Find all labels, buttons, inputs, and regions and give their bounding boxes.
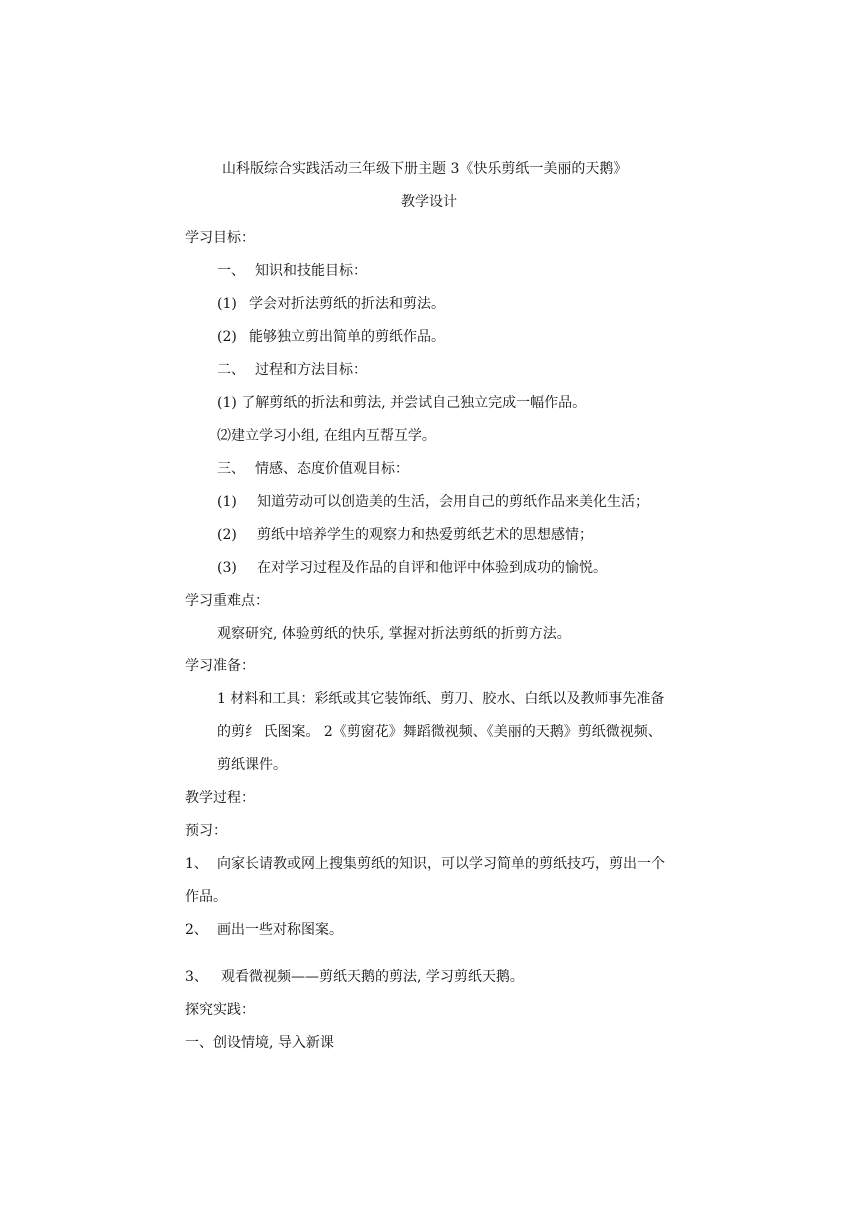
item-text: 观看微视频——剪纸天鹅的剪法, 学习剪纸天鹅。 bbox=[221, 969, 524, 985]
objective-section-3 bbox=[217, 460, 409, 478]
objective-section-1 bbox=[217, 262, 367, 280]
objective-section-2 bbox=[217, 361, 367, 379]
objective-item bbox=[217, 295, 445, 313]
objectives-heading: 学习目标： bbox=[185, 230, 255, 246]
item-number: 3、 bbox=[185, 969, 208, 985]
objective-item: ⑵建立学习小组, 在组内互帮互学。 bbox=[217, 428, 436, 444]
section-number: 一、 bbox=[217, 263, 245, 279]
preview-heading: 预习： bbox=[185, 823, 227, 839]
item-number: (2) bbox=[217, 527, 237, 543]
preparation-line: 剪纸课件。 bbox=[217, 757, 287, 773]
preview-item bbox=[185, 968, 524, 986]
preview-item bbox=[185, 921, 343, 939]
section-label: 情感、态度价值观目标： bbox=[255, 461, 409, 477]
item-text: 画出一些对称图案。 bbox=[217, 922, 343, 938]
preparation-line: 的剪纟 氏图案。 2《剪窗花》舞蹈微视频、《美丽的天鹅》剪纸微视频、 bbox=[217, 724, 662, 740]
section-number: 三、 bbox=[217, 461, 245, 477]
objective-item: (1) 了解剪纸的折法和剪法, 并尝试自己独立完成一幅作品。 bbox=[217, 395, 587, 411]
item-text: 向家长请教或网上搜集剪纸的知识，可以学习简单的剪纸技巧，剪出一个 bbox=[217, 856, 665, 872]
objective-item bbox=[217, 559, 607, 577]
doc-title: 山科版综合实践活动三年级下册主题 3《快乐剪纸一美丽的天鹅》 bbox=[222, 161, 628, 177]
explore-heading: 探究实践： bbox=[185, 1002, 255, 1018]
key-points-text: 观察研究, 体验剪纸的快乐, 掌握对折法剪纸的折剪方法。 bbox=[217, 626, 571, 642]
objective-item bbox=[217, 328, 445, 346]
item-number: (2) bbox=[217, 329, 237, 345]
item-number: (1) bbox=[217, 296, 237, 312]
key-points-heading: 学习重难点： bbox=[185, 593, 269, 609]
item-text: 能够独立剪出简单的剪纸作品。 bbox=[249, 329, 445, 345]
section-number: 二、 bbox=[217, 362, 245, 378]
item-number: 1、 bbox=[185, 856, 208, 872]
section-label: 过程和方法目标： bbox=[255, 362, 367, 378]
item-number: (3) bbox=[217, 560, 237, 576]
step-heading: 一、创设情境, 导入新课 bbox=[185, 1035, 334, 1051]
item-number: (1) bbox=[217, 494, 237, 510]
item-text: 在对学习过程及作品的自评和他评中体验到成功的愉悦。 bbox=[257, 560, 607, 576]
doc-subtitle: 教学设计 bbox=[401, 194, 457, 210]
objective-item bbox=[217, 526, 593, 544]
process-heading: 教学过程： bbox=[185, 790, 255, 806]
preview-item-continuation: 作品。 bbox=[185, 889, 227, 905]
preparation-heading: 学习准备： bbox=[185, 658, 255, 674]
preview-item bbox=[185, 855, 665, 873]
section-label: 知识和技能目标： bbox=[255, 263, 367, 279]
objective-item bbox=[217, 493, 649, 511]
preparation-line: 1 材料和工具：彩纸或其它装饰纸、剪刀、胶水、白纸以及教师事先准备 bbox=[217, 691, 665, 707]
item-text: 剪纸中培养学生的观察力和热爱剪纸艺术的思想感情； bbox=[257, 527, 593, 543]
item-text: 学会对折法剪纸的折法和剪法。 bbox=[249, 296, 445, 312]
item-text: 知道劳动可以创造美的生活，会用自己的剪纸作品来美化生活； bbox=[257, 494, 649, 510]
item-number: 2、 bbox=[185, 922, 208, 938]
